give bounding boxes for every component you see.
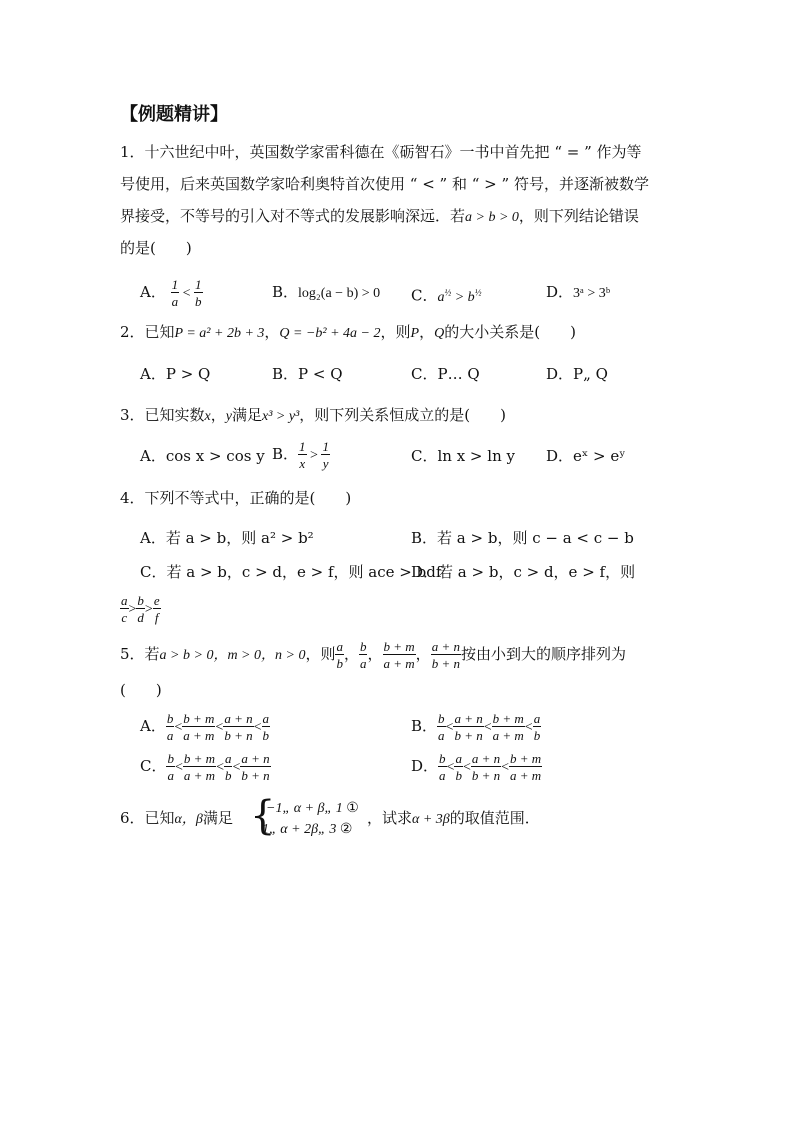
section-heading: 【例题精讲】 [120, 104, 228, 125]
q1-line-3: 界接受，不等号的引入对不等式的发展影响深远．若a > b > 0，则下列结论错误 [120, 207, 639, 225]
q2-stem: 2．已知P = a² + 2b + 3，Q = −b² + 4a − 2，则P，Q的大小关系是( ) [120, 323, 576, 341]
brace-icon: { [250, 793, 276, 839]
q4-option-c[interactable]: C．若 a > b，c > d，e > f，则 ace > bdf [140, 563, 442, 581]
q2-option-a[interactable]: A．P > Q [140, 365, 211, 383]
q1-option-c[interactable]: C．$a^{\frac{1}{2}} > b^{\frac{1}{2}}$ [411, 286, 482, 305]
q3-option-c[interactable]: C．ln x > ln y [411, 447, 515, 465]
q5-option-b[interactable]: B． $\frac{b}{a}$ < $\frac{a + n}{b + n}$ < $\frac{b + m}{a + m}$ < $\frac{a}{b}$ [411, 711, 541, 743]
q6-system-row-2: 1„ α + 2β„ 3 ② [262, 822, 353, 837]
q2-option-b[interactable]: B．P < Q [272, 365, 343, 383]
q3-option-a[interactable]: A．cos x > cos y [140, 447, 265, 465]
fraction: $\frac{1}{y}$ [322, 439, 329, 471]
q2-option-c[interactable]: C．P… Q [411, 365, 480, 383]
q4-option-d-continued: $\frac{a}{c}$ > $\frac{b}{d}$ > $\frac{e}{f}$ [121, 593, 160, 625]
fraction: $\frac{1}{b}$ [195, 277, 202, 309]
q4-stem: 4．下列不等式中，正确的是( ) [120, 489, 352, 507]
q1-line-2: 号使用，后来英国数学家哈利奥特首次使用 “ < ” 和 “ > ” 符号，并逐渐被数学 [120, 175, 649, 193]
q5-option-d[interactable]: D． $\frac{b}{a}$ < $\frac{a}{b}$ < $\frac{a + n}{b + n}$ < $\frac{b + m}{a + m}$ [411, 751, 542, 783]
q5-option-a[interactable]: A． $\frac{b}{a}$ < $\frac{b + m}{a + m}$ < $\frac{a + n}{b + n}$ < $\frac{a}{b}$ [140, 711, 270, 743]
q1-line-1: 1．十六世纪中叶，英国数学家雷科德在《砺智石》一书中首先把 “ = ” 作为等 [120, 143, 642, 161]
q5-stem: 5．若a > b > 0，m > 0，n > 0，则 $\frac{a}{b}$ ， $\frac{b}{a}$ ， $\frac{b + m}{a + m}$ ， $\frac{a + n}{b + n}$ 按由小到大的顺序排列为 [120, 639, 626, 671]
q1-option-d[interactable]: D．3ᵃ > 3ᵇ [546, 283, 611, 301]
q3-stem: 3．已知实数x，y满足x³ > y³，则下列关系恒成立的是( ) [120, 406, 507, 424]
q3-option-d[interactable]: D．eˣ > eʸ [546, 447, 626, 465]
q5-option-c[interactable]: C． $\frac{b}{a}$ < $\frac{b + m}{a + m}$ < $\frac{a}{b}$ < $\frac{a + n}{b + n}$ [140, 751, 270, 783]
q6-stem-post: ，试求α + 3β的取值范围． [367, 809, 540, 827]
q1-line-4: 的是( ) [120, 239, 192, 257]
q4-option-d[interactable]: D．若 a > b，c > d，e > f，则 [411, 563, 636, 581]
q5-paren: ( ) [120, 681, 162, 699]
fraction: $\frac{1}{a}$ [171, 277, 179, 309]
q2-option-d[interactable]: D．P„ Q [546, 365, 608, 383]
q3-option-b[interactable]: B． $\frac{1}{x}$ > $\frac{1}{y}$ [272, 439, 329, 471]
fraction: $\frac{1}{x}$ [299, 439, 306, 471]
q4-option-b[interactable]: B．若 a > b，则 c − a < c − b [411, 529, 634, 547]
q6-system-row-1: −1„ α + β„ 1 ① [266, 801, 359, 816]
q1-option-b[interactable]: B．log₂(a − b) > 0 [272, 283, 381, 301]
q1-option-a[interactable]: A． $\frac{1}{a}$ < $\frac{1}{b}$ [140, 277, 202, 309]
q4-option-a[interactable]: A．若 a > b，则 a² > b² [140, 529, 314, 547]
q6-stem-pre: 6．已知α，β满足 [120, 809, 233, 827]
